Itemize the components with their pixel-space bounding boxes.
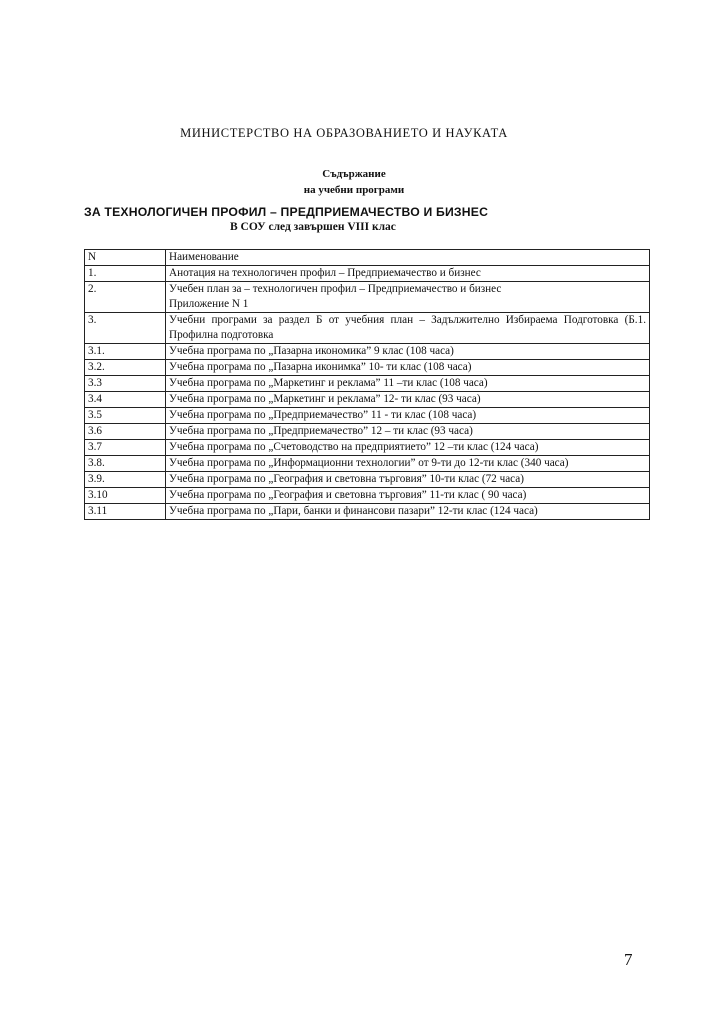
row-number: 3.2. xyxy=(85,360,166,376)
row-title-line: Учебен план за – технологичен профил – Предприемачество и бизнес xyxy=(169,283,502,295)
row-title: Учебна програма по „Маркетинг и реклама” 12- ти клас (93 часа) xyxy=(166,392,650,408)
row-number: 3.1. xyxy=(85,344,166,360)
ministry-heading: МИНИСТЕРСТВО НА ОБРАЗОВАНИЕТО И НАУКАТА xyxy=(180,126,508,140)
page-number: 7 xyxy=(624,950,633,969)
table-row xyxy=(85,472,650,488)
row-title: Учебна програма по „Маркетинг и реклама” 11 –ти клас (108 часа) xyxy=(166,376,650,392)
row-number: 3.3 xyxy=(85,376,166,392)
row-title: Учебни програми за раздел Б от учебния план – Задължително Избираема Подготовка (Б.1. Профилна подготовка xyxy=(166,313,650,344)
toc-title xyxy=(0,166,728,198)
table-header-row xyxy=(85,250,650,266)
table-row xyxy=(85,424,650,440)
table-row xyxy=(85,456,650,472)
row-title: Учебна програма по „География и световна търговия” 10-ти клас (72 часа) xyxy=(166,472,650,488)
table-row xyxy=(85,392,650,408)
row-number: 3.6 xyxy=(85,424,166,440)
row-title xyxy=(166,282,650,313)
row-number: 3.5 xyxy=(85,408,166,424)
table-row xyxy=(85,376,650,392)
row-number: 3.4 xyxy=(85,392,166,408)
row-number: 2. xyxy=(85,282,166,313)
table-row xyxy=(85,344,650,360)
row-number: 3.10 xyxy=(85,488,166,504)
toc-title-line1: Съдържание xyxy=(322,168,386,180)
row-number: 3. xyxy=(85,313,166,344)
row-number: 3.11 xyxy=(85,504,166,520)
row-number: 3.9. xyxy=(85,472,166,488)
row-title: Учебна програма по „Предприемачество” 12 – ти клас (93 часа) xyxy=(166,424,650,440)
row-title: Анотация на технологичен профил – Предприемачество и бизнес xyxy=(166,266,650,282)
table-row xyxy=(85,313,650,344)
column-header-name: Наименование xyxy=(166,250,650,266)
table-row xyxy=(85,504,650,520)
row-number: 3.8. xyxy=(85,456,166,472)
profile-title: ЗА ТЕХНОЛОГИЧЕН ПРОФИЛ – ПРЕДПРИЕМАЧЕСТВО И БИЗНЕС xyxy=(84,205,489,219)
table-row xyxy=(85,266,650,282)
row-title: Учебна програма по „Счетоводство на предприятието” 12 –ти клас (124 часа) xyxy=(166,440,650,456)
row-number: 1. xyxy=(85,266,166,282)
row-title: Учебна програма по „Информационни технологии” от 9-ти до 12-ти клас (340 часа) xyxy=(166,456,650,472)
row-title-line: Приложение N 1 xyxy=(169,298,249,310)
profile-subtitle: В СОУ след завършен VIII клас xyxy=(230,221,396,233)
table-row xyxy=(85,360,650,376)
row-number: 3.7 xyxy=(85,440,166,456)
column-header-number: N xyxy=(85,250,166,266)
row-title: Учебна програма по „География и световна търговия” 11-ти клас ( 90 часа) xyxy=(166,488,650,504)
table-row xyxy=(85,488,650,504)
row-title: Учебна програма по „Пазарна икономика” 9 клас (108 часа) xyxy=(166,344,650,360)
table-row xyxy=(85,408,650,424)
table-row xyxy=(85,282,650,313)
row-title: Учебна програма по „Пазарна иконимка” 10- ти клас (108 часа) xyxy=(166,360,650,376)
toc-title-line2: на учебни програми xyxy=(303,184,405,196)
row-title: Учебна програма по „Предприемачество” 11 - ти клас (108 часа) xyxy=(166,408,650,424)
contents-table xyxy=(84,249,650,520)
row-title: Учебна програма по „Пари, банки и финансови пазари” 12-ти клас (124 часа) xyxy=(166,504,650,520)
table-row xyxy=(85,440,650,456)
